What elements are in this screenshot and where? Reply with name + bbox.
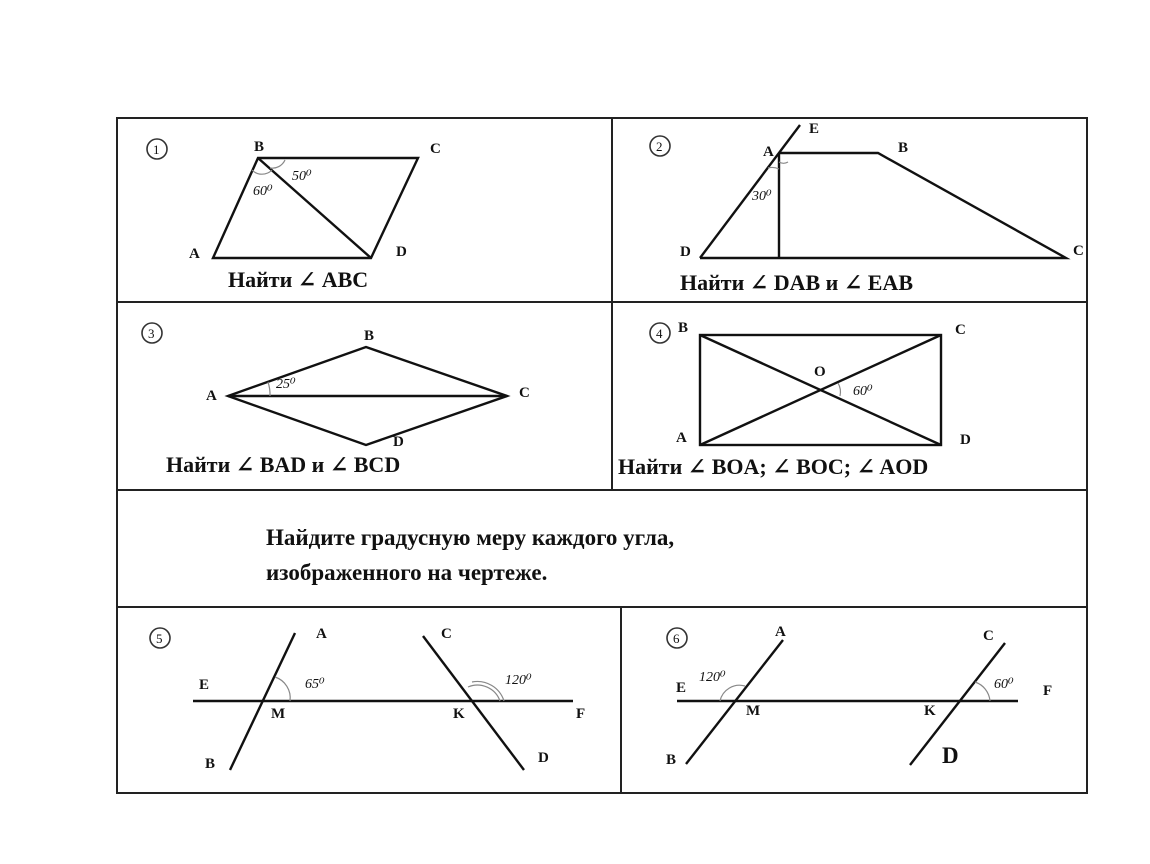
problem-2 <box>650 121 1084 295</box>
problem-number: 4 <box>656 326 663 341</box>
line-de <box>700 125 800 258</box>
angle-value-60: 60⁰ <box>994 677 1014 692</box>
angle-arc <box>768 167 779 169</box>
vertex-label-b: B <box>364 328 375 344</box>
angle-value-30: 30⁰ <box>752 189 772 204</box>
task-text: Найти ∠ DAB и ∠ EAB <box>680 270 913 295</box>
angle-arc <box>838 383 840 396</box>
point-label-e: E <box>676 680 687 696</box>
angle-arc <box>252 170 272 174</box>
problem-1 <box>147 139 441 292</box>
vertex-label-d: D <box>960 432 971 448</box>
vertex-label-e: E <box>809 121 820 137</box>
point-label-c: C <box>441 626 452 642</box>
point-label-m: M <box>746 703 761 719</box>
task-text: Найти ∠ ABC <box>228 267 369 292</box>
vertex-label-c: C <box>430 141 441 157</box>
point-label-f: F <box>1043 683 1053 699</box>
heading-line-2: изображенного на чертеже. <box>266 560 548 585</box>
angle-value-65: 65⁰ <box>305 677 325 692</box>
vertex-label-c: C <box>955 322 966 338</box>
point-label-f: F <box>576 706 586 722</box>
point-label-b: B <box>666 752 677 768</box>
task-text: Найти ∠ BOA; ∠ BOC; ∠ AOD <box>618 454 929 479</box>
vertex-label-c: C <box>1073 243 1084 259</box>
angle-value-50: 50⁰ <box>292 169 312 184</box>
angle-arc <box>275 677 290 701</box>
vertex-label-d: D <box>680 244 691 260</box>
vertex-label-b: B <box>254 139 265 155</box>
point-label-k: K <box>924 703 936 719</box>
vertex-label-a: A <box>189 246 200 262</box>
problem-number: 2 <box>656 139 663 154</box>
problem-number: 1 <box>153 142 160 157</box>
problem-3 <box>142 323 530 477</box>
point-label-d: D <box>538 750 549 766</box>
point-label-b: B <box>205 756 216 772</box>
task-text: Найти ∠ BAD и ∠ BCD <box>166 452 401 477</box>
problem-4 <box>618 320 971 479</box>
problem-number: 3 <box>148 326 155 341</box>
vertex-label-a: A <box>676 430 687 446</box>
problem-6 <box>666 624 1052 768</box>
vertex-label-b: B <box>678 320 689 336</box>
right-angle-mark <box>779 162 788 163</box>
vertex-label-d: D <box>396 244 407 260</box>
angle-value-120: 120⁰ <box>505 673 532 688</box>
vertex-label-a: A <box>206 388 217 404</box>
worksheet-heading <box>266 525 674 585</box>
angle-value-60: 60⁰ <box>853 384 873 399</box>
point-label-k: K <box>453 706 465 722</box>
line-cd <box>423 636 524 770</box>
angle-arc <box>268 382 270 396</box>
angle-arc <box>270 160 285 168</box>
diagonal-bd <box>258 158 371 258</box>
point-label-m: M <box>271 706 286 722</box>
problem-number: 6 <box>673 631 680 646</box>
point-label-c: C <box>983 628 994 644</box>
angle-value-60: 60⁰ <box>253 184 273 199</box>
vertex-label-c: C <box>519 385 530 401</box>
angle-value-25: 25⁰ <box>276 377 296 392</box>
point-label-e: E <box>199 677 210 693</box>
heading-line-1: Найдите градусную меру каждого угла, <box>266 525 675 550</box>
center-label-o: O <box>814 364 826 380</box>
angle-arc <box>975 682 990 701</box>
vertex-label-d: D <box>393 434 404 450</box>
problem-number: 5 <box>156 631 163 646</box>
vertex-label-b: B <box>898 140 909 156</box>
trapezoid-abcd <box>700 153 1066 258</box>
point-label-d: D <box>942 743 959 768</box>
angle-value-120: 120⁰ <box>699 670 726 685</box>
vertex-label-a: A <box>763 144 774 160</box>
point-label-a: A <box>316 626 327 642</box>
point-label-a: A <box>775 624 786 640</box>
problem-5 <box>150 626 585 772</box>
